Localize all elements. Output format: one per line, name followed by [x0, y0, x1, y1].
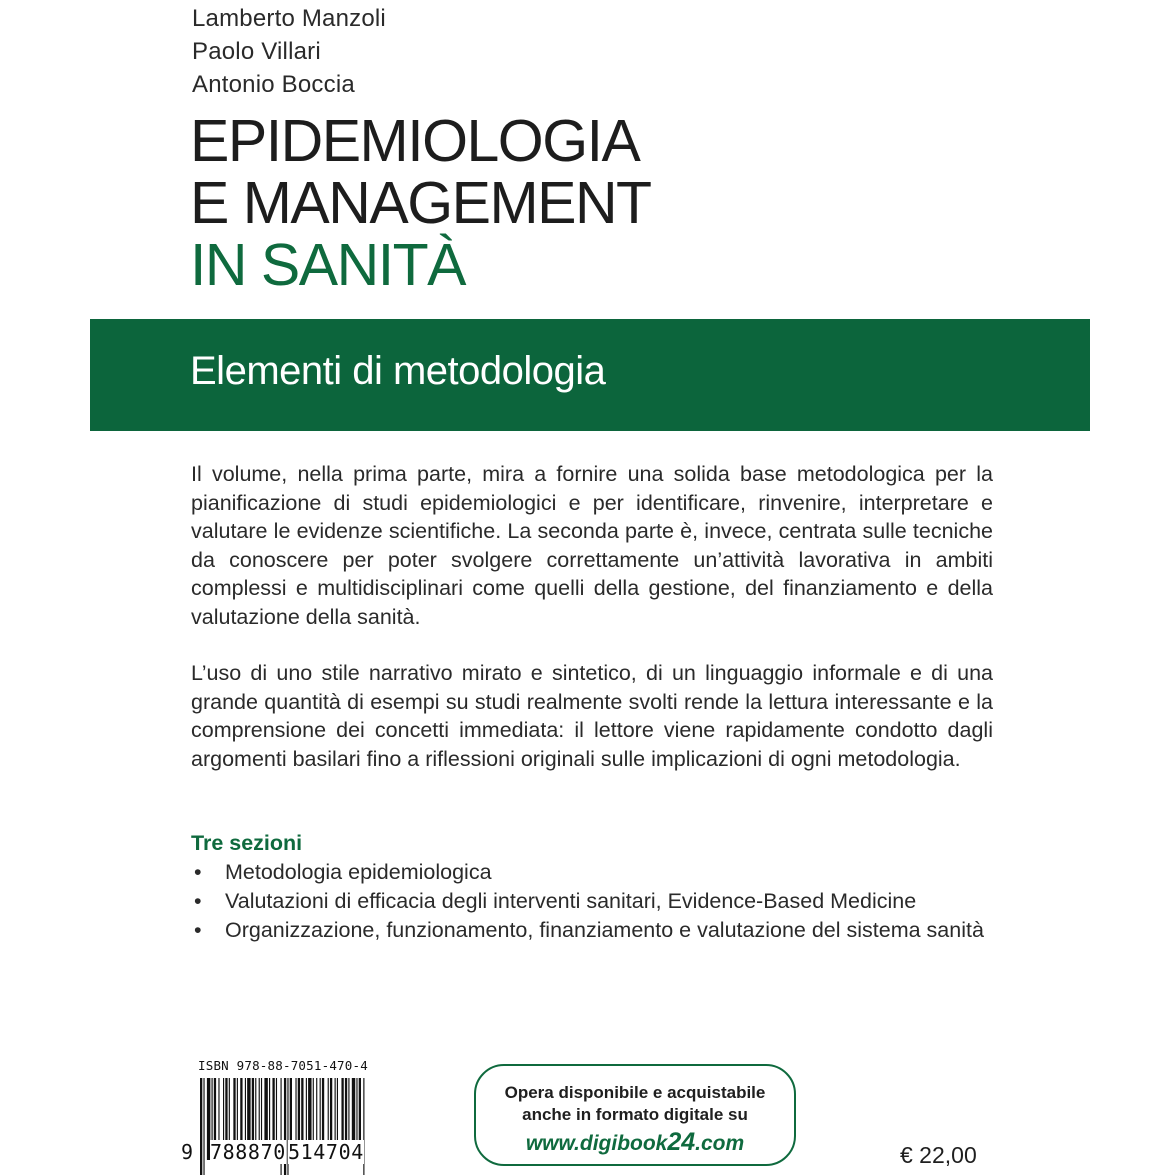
isbn-label: ISBN 978-88-7051-470-4: [198, 1058, 368, 1073]
digital-edition-badge: [474, 1064, 796, 1166]
digital-line-1: Opera disponibile e acquistabile: [504, 1083, 766, 1102]
bullet-icon: •: [194, 860, 202, 884]
subtitle: Elementi di metodologia: [190, 349, 606, 393]
title-line-2: E MANAGEMENT: [190, 170, 651, 236]
subtitle-banner: [90, 319, 1090, 431]
sections-list: [191, 858, 993, 945]
title-line-1: EPIDEMIOLOGIA: [190, 108, 640, 174]
description-paragraph-1: Il volume, nella prima parte, mira a fornire una solida base metodologica per la pianificazione di studi epidemiologici e per identificare, rinvenire, interpretare e valutare le evidenze scientifiche. La seconda parte è, invece, centrata sulle tecniche da conoscere per poter svolgere correttamente un’attività lavorativa in ambiti complessi e multidisciplinari come quelli della gestione, del finanziamento e della valutazione della sanità.: [191, 462, 993, 629]
url-number: 24: [667, 1128, 696, 1156]
list-item-text: Metodologia epidemiologica: [225, 860, 492, 884]
author-name: Lamberto Manzoli: [192, 5, 386, 32]
author-list: [192, 2, 386, 101]
bullet-icon: •: [194, 918, 202, 942]
barcode-digits-left: 788870: [210, 1140, 286, 1164]
digibook-link[interactable]: [476, 1128, 794, 1157]
price: € 22,00: [900, 1142, 977, 1168]
url-prefix: www.digibook: [525, 1132, 668, 1155]
bullet-icon: •: [194, 889, 202, 913]
description-paragraph-2: L’uso di uno stile narrativo mirato e sintetico, di un linguaggio informale e di una grande quantità di esempi su studi realmente svolti rende la lettura interessante e la comprensione dei concetti immediata: il lettore viene rapidamente condotto dagli argomenti basilari fino a riflessioni originali sulle implicazioni di ogni metodologia.: [191, 661, 993, 771]
sections-block: [191, 829, 993, 945]
author-name: Antonio Boccia: [192, 71, 355, 98]
barcode-digit-first: 9: [181, 1140, 194, 1164]
list-item: [191, 916, 993, 945]
list-item: [191, 858, 993, 887]
author-name: Paolo Villari: [192, 38, 321, 65]
barcode-digits-right: 514704: [288, 1140, 364, 1164]
list-item-text: Valutazioni di efficacia degli interventi sanitari, Evidence-Based Medicine: [225, 889, 917, 913]
url-suffix: .com: [695, 1132, 745, 1155]
title-line-3: IN SANITÀ: [190, 232, 465, 298]
digital-line-2: anche in formato digitale su: [522, 1105, 748, 1124]
sections-heading: Tre sezioni: [191, 831, 303, 855]
list-item: [191, 887, 993, 916]
book-title: [190, 110, 651, 296]
list-item-text: Organizzazione, funzionamento, finanziamento e valutazione del sistema sanità: [225, 918, 984, 942]
